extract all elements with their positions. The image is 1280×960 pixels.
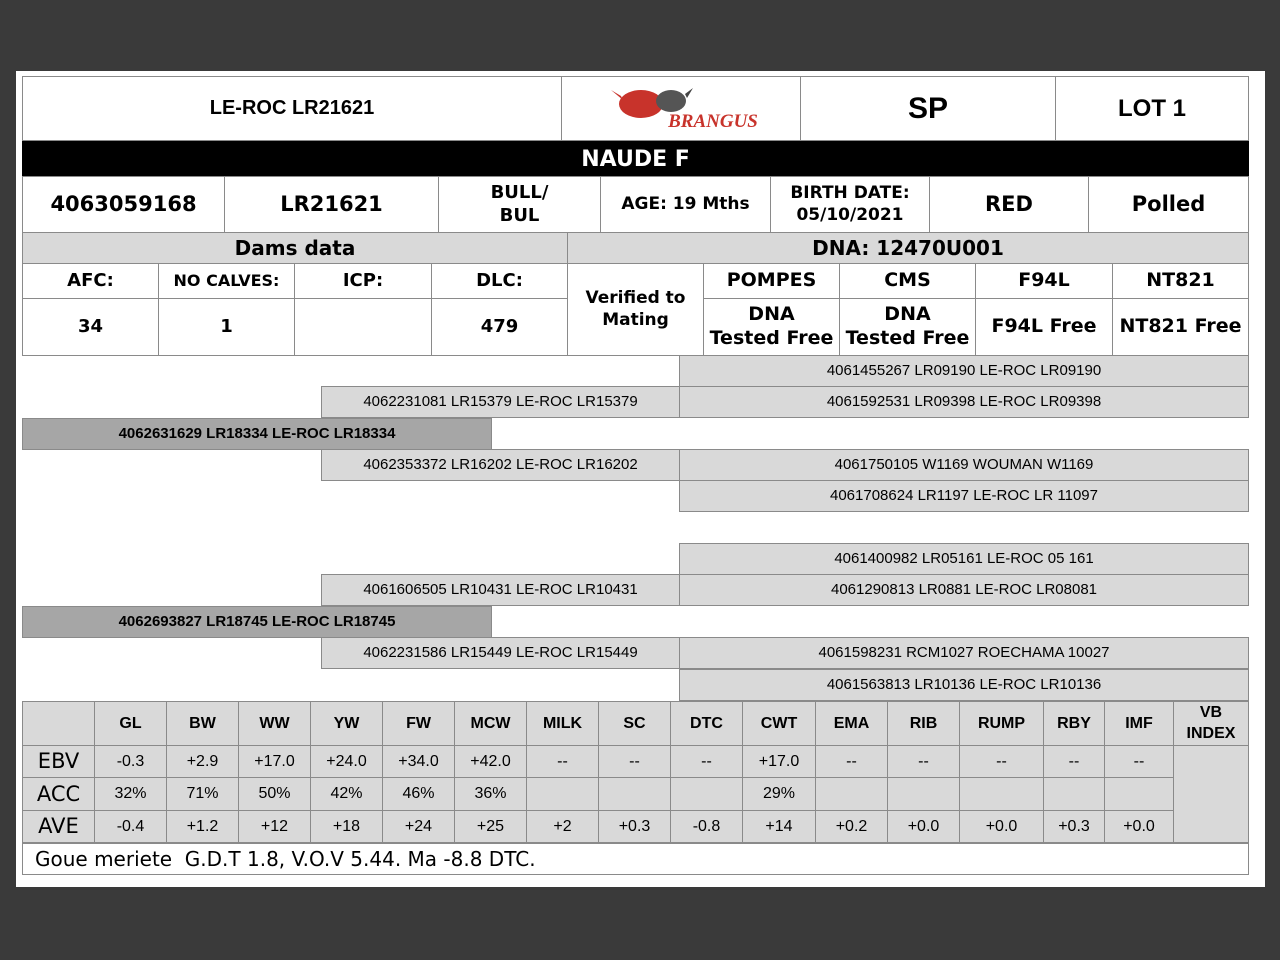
ave-ww: +12 (238, 810, 311, 843)
no-calves-value: 1 (158, 298, 295, 356)
ave-mcw: +25 (454, 810, 527, 843)
traits-corner (22, 701, 95, 746)
trait-header-ww: WW (238, 701, 311, 746)
trait-header-fw: FW (382, 701, 455, 746)
cms-header: CMS (839, 263, 976, 299)
acc-ww: 50% (238, 777, 311, 811)
pompes-result-line2: Tested Free (709, 327, 834, 349)
trait-header-rib: RIB (887, 701, 960, 746)
pedigree-dam-sire: 4061606505 LR10431 LE-ROC LR10431 (321, 574, 680, 606)
f94l-result: F94L Free (975, 298, 1113, 356)
sex-line1: BULL/ (490, 182, 549, 203)
verified-line1: Verified to (585, 288, 686, 309)
dams-title: Dams data (22, 232, 568, 264)
acc-cwt: 29% (742, 777, 816, 811)
pompes-result-line1: DNA (748, 303, 795, 326)
ebv-milk: -- (526, 745, 599, 778)
acc-bw: 71% (166, 777, 239, 811)
ebv-gl: -0.3 (94, 745, 167, 778)
trait-header-rump: RUMP (959, 701, 1044, 746)
traits-table (22, 701, 1249, 845)
pedigree-dd-dam: 4061563813 LR10136 LE-ROC LR10136 (679, 669, 1249, 701)
f94l-header: F94L (975, 263, 1113, 299)
cms-result-line1: DNA (884, 303, 931, 326)
trait-header-mcw: MCW (454, 701, 527, 746)
trait-header-ema: EMA (815, 701, 888, 746)
brangus-logo-icon (601, 82, 761, 136)
ave-sc: +0.3 (598, 810, 671, 843)
brangus-logo-text: BRANGUS (668, 110, 758, 132)
pedigree-dd-sire: 4061598231 RCM1027 ROECHAMA 10027 (679, 637, 1249, 669)
lot-cell: LOT 1 (1055, 76, 1249, 141)
comment-row: Goue meriete G.D.T 1.8, V.O.V 5.44. Ma -8.8 DTC. (22, 843, 1249, 875)
lot-sheet (16, 71, 1265, 887)
birth-date-value: 05/10/2021 (796, 204, 904, 225)
ebv-sc: -- (598, 745, 671, 778)
acc-rby (1043, 777, 1105, 811)
trait-header-bw: BW (166, 701, 239, 746)
ebv-mcw: +42.0 (454, 745, 527, 778)
acc-imf (1104, 777, 1174, 811)
ave-yw: +18 (310, 810, 383, 843)
pompes-header: POMPES (703, 263, 840, 299)
ave-cwt: +14 (742, 810, 816, 843)
acc-sc (598, 777, 671, 811)
horn-cell: Polled (1088, 176, 1249, 233)
pompes-result (703, 298, 840, 356)
ebv-fw: +34.0 (382, 745, 455, 778)
trait-header-gl: GL (94, 701, 167, 746)
no-calves-header: NO CALVES: (158, 263, 295, 299)
pedigree-ss-sire: 4061455267 LR09190 LE-ROC LR09190 (679, 355, 1249, 387)
ave-fw: +24 (382, 810, 455, 843)
pedigree-ss-dam: 4061592531 LR09398 LE-ROC LR09398 (679, 386, 1249, 418)
acc-ema (815, 777, 888, 811)
birth-date-cell (770, 176, 930, 233)
birth-date-label: BIRTH DATE: (790, 183, 910, 204)
ebv-ema: -- (815, 745, 888, 778)
ebv-bw: +2.9 (166, 745, 239, 778)
acc-gl: 32% (94, 777, 167, 811)
verified-line2: Mating (602, 309, 669, 330)
pedigree-ds-sire: 4061400982 LR05161 LE-ROC 05 161 (679, 543, 1249, 575)
acc-mcw: 36% (454, 777, 527, 811)
dlc-value: 479 (431, 298, 568, 356)
trait-header-dtc: DTC (670, 701, 743, 746)
trait-header-cwt: CWT (742, 701, 816, 746)
vb-index-value (1173, 745, 1249, 843)
acc-milk (526, 777, 599, 811)
sex-line2: BUL (499, 204, 540, 226)
pedigree-sire-sire: 4062231081 LR15379 LE-ROC LR15379 (321, 386, 680, 418)
code-cell: SP (800, 76, 1056, 141)
trait-header-rby: RBY (1043, 701, 1105, 746)
acc-fw: 46% (382, 777, 455, 811)
pedigree-dam-dam: 4062231586 LR15449 LE-ROC LR15449 (321, 637, 680, 669)
acc-dtc (670, 777, 743, 811)
acc-rib (887, 777, 960, 811)
acc-rump (959, 777, 1044, 811)
trait-header-imf: IMF (1104, 701, 1174, 746)
acc-yw: 42% (310, 777, 383, 811)
reg-number: LR21621 (224, 176, 439, 233)
ebv-cwt: +17.0 (742, 745, 816, 778)
pedigree-sire-dam: 4062353372 LR16202 LE-ROC LR16202 (321, 449, 680, 481)
colour-cell: RED (929, 176, 1089, 233)
cms-result-line2: Tested Free (845, 327, 970, 349)
ave-imf: +0.0 (1104, 810, 1174, 843)
sex-cell (438, 176, 601, 233)
ebv-rib: -- (887, 745, 960, 778)
dlc-header: DLC: (431, 263, 568, 299)
ave-rby: +0.3 (1043, 810, 1105, 843)
brangus-logo (561, 76, 801, 141)
dna-title: DNA: 12470U001 (567, 232, 1249, 264)
ebv-ww: +17.0 (238, 745, 311, 778)
cms-result (839, 298, 976, 356)
age-cell: AGE: 19 Mths (600, 176, 771, 233)
vb-line2: INDEX (1186, 724, 1236, 742)
afc-value: 34 (22, 298, 159, 356)
trait-header-milk: MILK (526, 701, 599, 746)
trait-header-sc: SC (598, 701, 671, 746)
verified-to-mating (567, 263, 704, 356)
pedigree-dam: 4062693827 LR18745 LE-ROC LR18745 (22, 606, 492, 638)
nt821-result: NT821 Free (1112, 298, 1249, 356)
ebv-imf: -- (1104, 745, 1174, 778)
pedigree-sd-dam: 4061708624 LR1197 LE-ROC LR 11097 (679, 480, 1249, 512)
pedigree-ds-dam: 4061290813 LR0881 LE-ROC LR08081 (679, 574, 1249, 606)
ebv-dtc: -- (670, 745, 743, 778)
row-label-ebv: EBV (22, 745, 95, 778)
ave-gl: -0.4 (94, 810, 167, 843)
pedigree-sire: 4062631629 LR18334 LE-ROC LR18334 (22, 418, 492, 450)
ave-rump: +0.0 (959, 810, 1044, 843)
ebv-yw: +24.0 (310, 745, 383, 778)
pedigree-sd-sire: 4061750105 W1169 WOUMAN W1169 (679, 449, 1249, 481)
ave-dtc: -0.8 (670, 810, 743, 843)
ave-bw: +1.2 (166, 810, 239, 843)
ave-rib: +0.0 (887, 810, 960, 843)
trait-header-yw: YW (310, 701, 383, 746)
afc-header: AFC: (22, 263, 159, 299)
trait-header-vb-index (1173, 701, 1249, 746)
row-label-ave: AVE (22, 810, 95, 843)
animal-name: LE-ROC LR21621 (22, 76, 562, 141)
ave-milk: +2 (526, 810, 599, 843)
icp-value (294, 298, 432, 356)
ave-ema: +0.2 (815, 810, 888, 843)
vb-line1: VB (1199, 703, 1223, 721)
row-label-acc: ACC (22, 777, 95, 811)
animal-id: 4063059168 (22, 176, 225, 233)
ebv-rump: -- (959, 745, 1044, 778)
icp-header: ICP: (294, 263, 432, 299)
breeder-bar: NAUDE F (22, 141, 1249, 177)
nt821-header: NT821 (1112, 263, 1249, 299)
ebv-rby: -- (1043, 745, 1105, 778)
